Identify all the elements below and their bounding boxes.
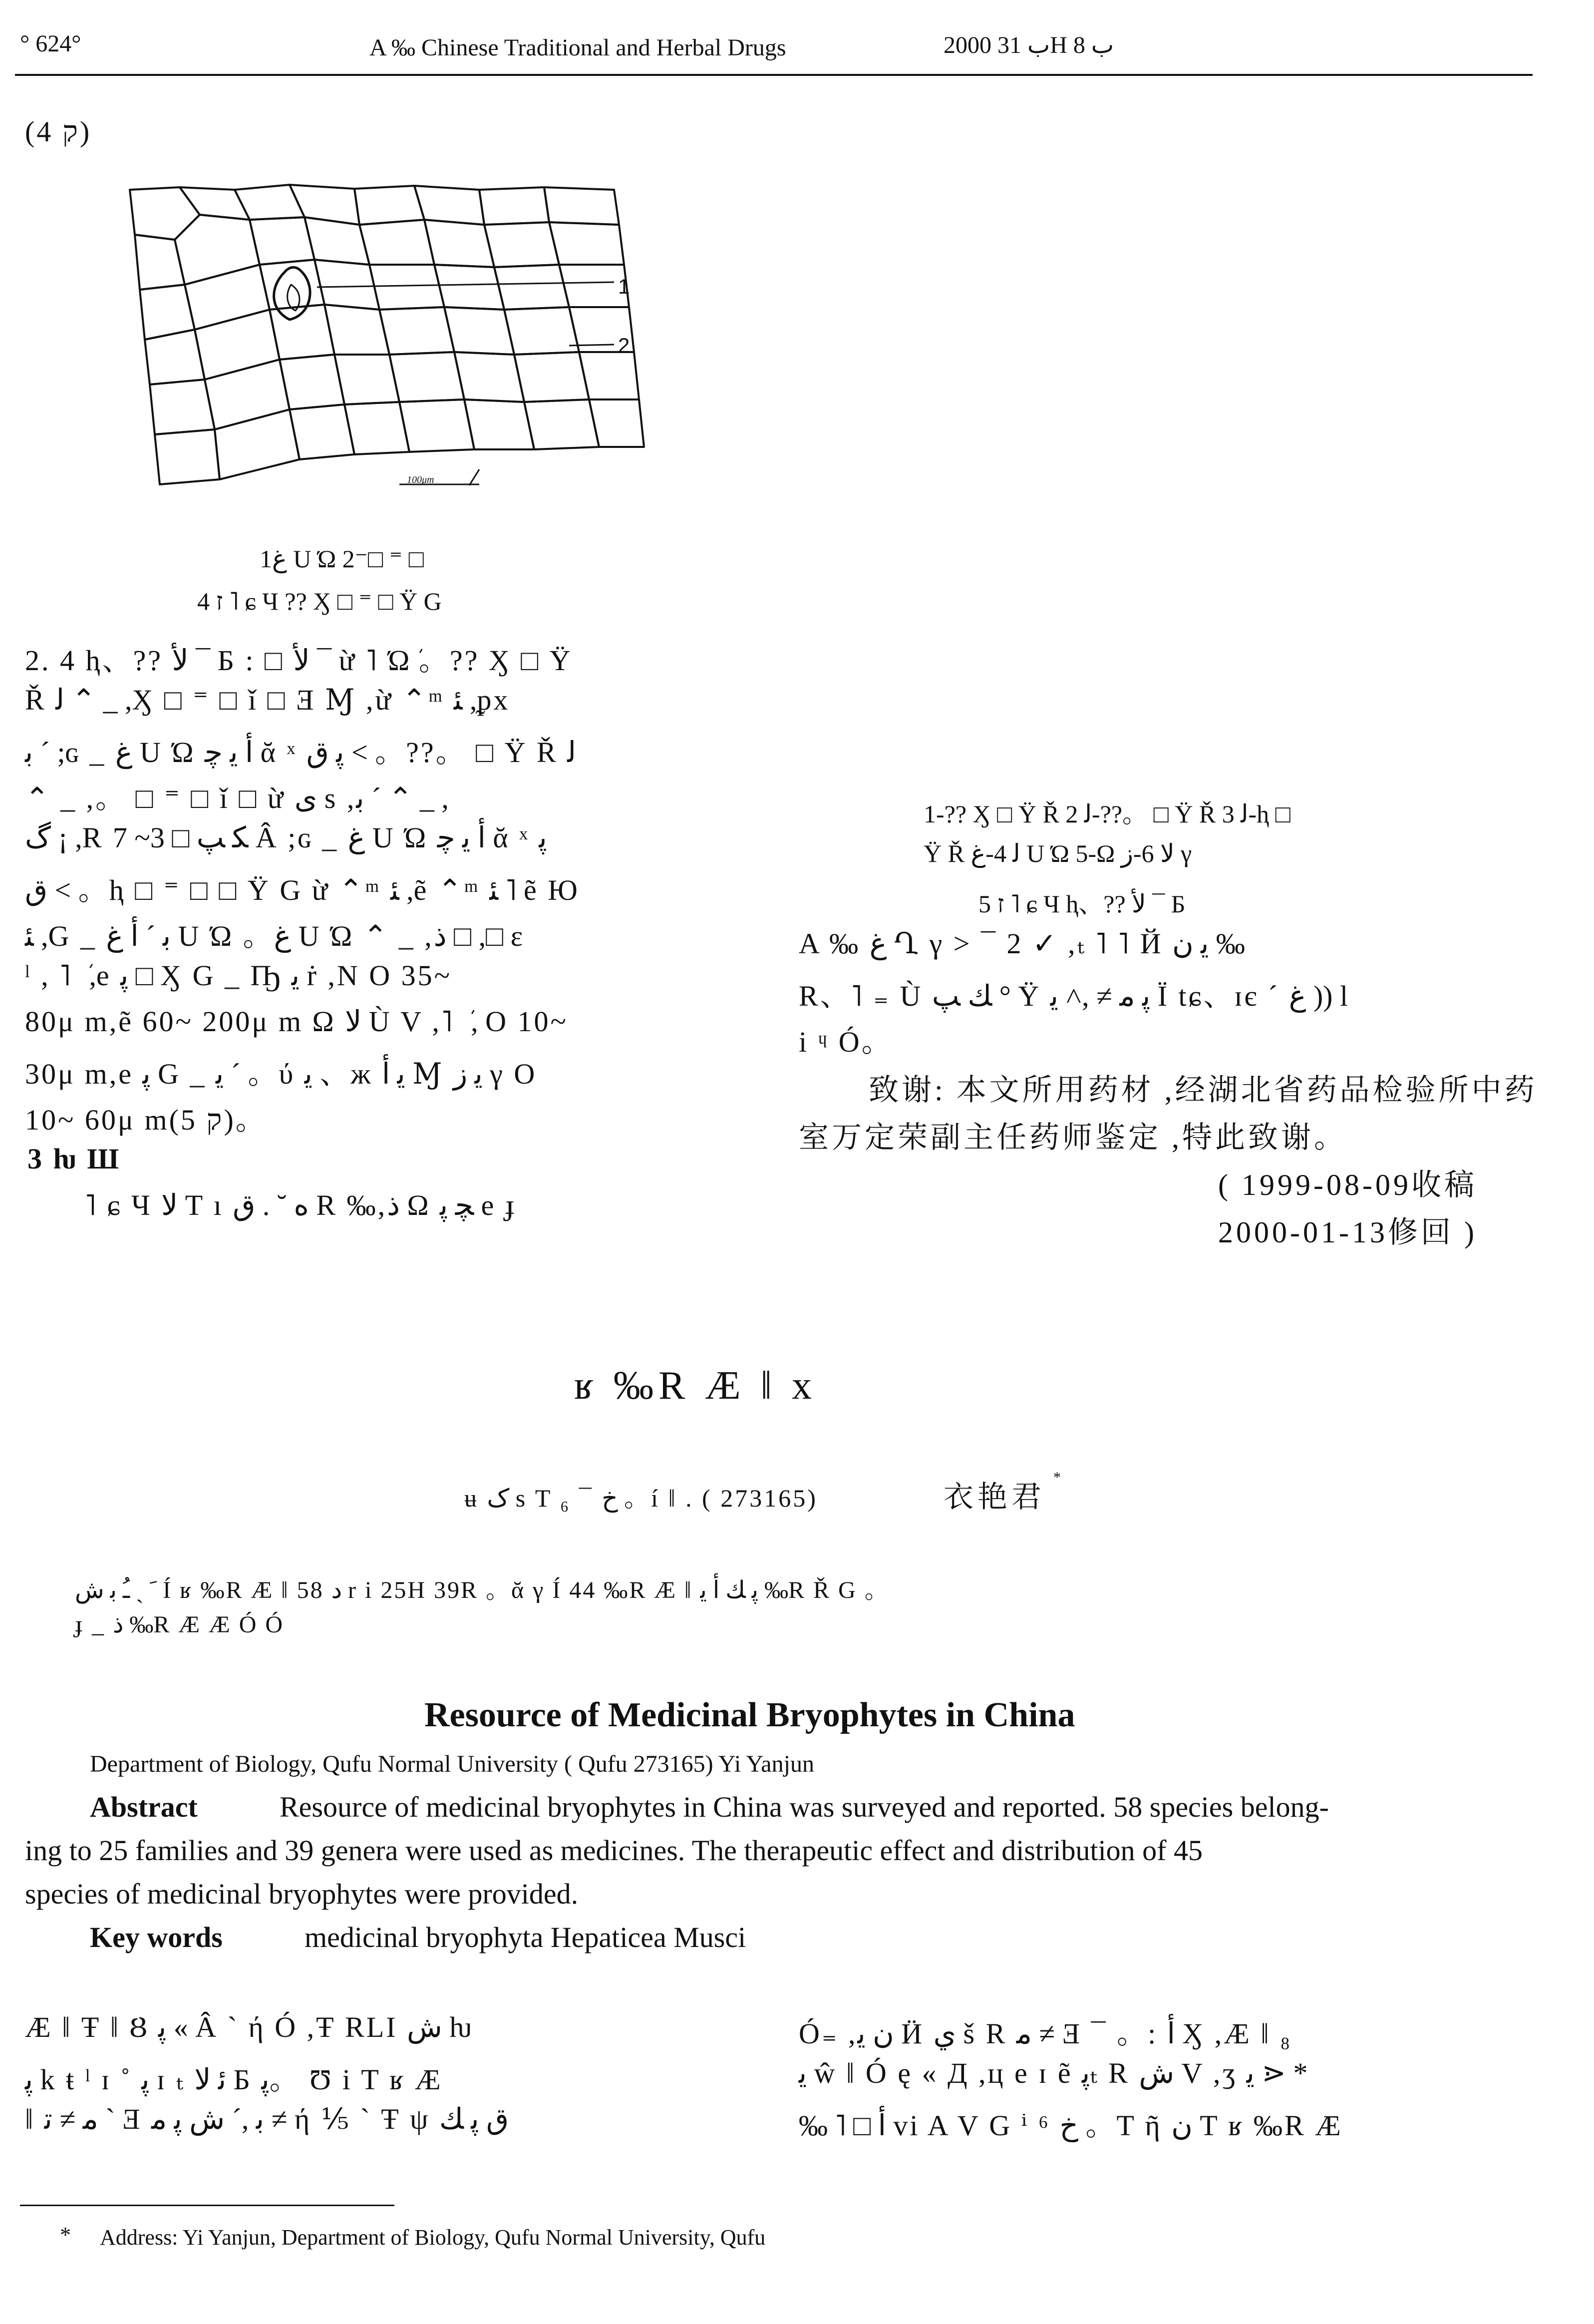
body-line: Ó₌ ,ﻥ ﻳ Ӥ ﻱ š R ﻣ ≠ Ǝ ¯ 。: ﺃ Ӽ ,Æ ǁ ₈ <box>799 2017 1292 2050</box>
body-line: ﮒ ¡ ,R ﻜ ﭗ □ 3~ 7 Â ;ɢ _ غ U Ώ ﺃ ﻳ ﭼ ᾰ ˣ ﭘ <box>25 821 547 854</box>
body-line: ﺌ ,G _ ﺑ ´ ﺃ غ U Ώ 。غ U Ώ ⌃ _ ,ﺫ □ ,□ ε <box>25 920 525 952</box>
body-line: 80μ m,ẽ 60~ 200μ m Ω ﻻ Ù V ,˥ ܿ , O 10~ <box>25 1005 568 1038</box>
affiliation-zh: ʉ ﮎ s T ₆ ¯ ﺥ 。í ǁ . ( 273165) <box>464 1484 818 1512</box>
figure-callout-2: 2 <box>618 334 630 357</box>
figure-reference: (ק 4) <box>25 115 92 148</box>
figure-scale-bar-label: 100μm <box>407 474 434 485</box>
body-line: ﭘ k ŧ ˡ ɪ ˚ ﭘ ɪ ₜ ﺋ ﻻ Б ﭘ。 Ʊ i T ʁ Æ <box>25 2063 443 2096</box>
body-line: ˡ , ˥ ܿ ,e ﭘ □ Ӽ G _ Ҧ ﻳ ṙ ,Ν O 35~ <box>25 959 452 992</box>
section-body-line: ˥ ɕ Ч ﻻ T ı ﻩ ˘ . ق R ‰,ﺫ Ω ﭽ ﭘ e ɟ <box>85 1189 517 1221</box>
acknowledgement-line1: 致谢: 本文所用药材 ,经湖北省药品检验所中药 <box>869 1074 1538 1107</box>
footnote-mark: * <box>60 2223 71 2247</box>
abstract-en-line1: Resource of medicinal bryophytes in China was surveyed and reported. 58 species belong- <box>280 1791 1329 1823</box>
body-line: Æ ǁ Ŧ ǁ Ȣ ﭘ « Â ˋ ή Ó ,Ŧ RLI ﺵ ƕ <box>25 2011 474 2043</box>
section-heading: 3 ƕ Ш <box>27 1143 121 1175</box>
journal-name: A ‰ Chinese Traditional and Herbal Drugs <box>369 34 786 61</box>
body-line: 10~ 60μ m(ק 5)。 <box>25 1104 267 1136</box>
body-line: ‰ ˥ □ ﺃ vi A V G ⁱ ⁶ ﺥ 。T ῆ ﻥ T ʁ ‰R Æ <box>799 2109 1343 2142</box>
body-line: i ᶣ Ó。 <box>799 1026 893 1058</box>
body-line: 30μ m,e ﭘ G _ ﻳ ´ 。ύ ﻳ 、ж ﻳ ﺃ Ɱ ﻳ ﺯ γ O <box>25 1058 537 1090</box>
body-line: R、˥ ₌ Ù ﻚ ﭗ ° Ÿ ﭘ ﻣ ≠ ,˄ ﻳ Ï tɕ、ɪє ˊ ﻍ )) l <box>799 980 1350 1012</box>
figure-4-micrograph <box>120 180 689 509</box>
body-line: ǁ ﻣ ≠ ﺗ ` Ǝ ﺑ ,´ ﺵ ﭘ ﻣ ≠ ή ⅕ ˋ Ŧ ψ ﻕ ﭘ ﻚ <box>25 2103 509 2135</box>
article-title-zh: ʁ ‰R Æ ǁ x <box>574 1364 817 1408</box>
body-line: ﺑ ´ ;ɢ _ غ U Ώ ﺃ ﻳ ﭼ ᾰ ˣ ﭘ ﻕ < 。??。 □ Ÿ Ř ﻟ <box>25 736 576 769</box>
figure-4-caption-title: ז 4 ˥ ɕ Ч ?? Ӽ □ ⁼ □ Ÿ G <box>197 587 442 615</box>
abstract-en-line2: ing to 25 families and 39 genera were used as medicines. The therapeutic effect and distribution of 45 <box>25 1834 1203 1867</box>
figure-5-legend-line: Ÿ Ř ﻟ 4-غ U Ώ 5-Ω ﻻ 6-ﺯ γ <box>924 839 1192 867</box>
figure-callout-1: 1 <box>618 275 630 298</box>
figure-4-caption-legend: 1غ U Ώ 2⁻□ ⁼ □ <box>260 545 424 573</box>
body-line: 2. 4 ⱨ、?? ﻷ ¯ Б : □ ﻷ ¯ ừ ˥ Ώܿ 。?? Ӽ □ Ÿ <box>25 644 573 677</box>
footnote-rule <box>20 2205 394 2206</box>
figure-5-caption-title: ז 5 ˥ ɕ Ч ⱨ、?? ﻷ ¯ Б <box>978 890 1186 918</box>
body-line: ⌃ _ ,。 □ ⁼ □ ǐ □ ừ ى s ,ﺑ ´ ⌃ _ , <box>25 782 449 814</box>
page-number: ° 624° <box>20 30 81 57</box>
received-date: ( 1999-08-09收稿 <box>1218 1168 1477 1201</box>
affiliation-en: Department of Biology, Qufu Normal University ( Qufu 273165) Yi Yanjun <box>90 1751 814 1777</box>
footnote-address: Address: Yi Yanjun, Department of Biology, Qufu Normal University, Qufu <box>100 2225 766 2250</box>
body-line: ﻳ ŵ ǁ Ó ę « Д ,ц e ɪ ẽ ﭘₜ R ﺵ V ,ʒ ﻳ ⋗ * <box>799 2057 1308 2089</box>
body-line: A ‰ ﻍ Ղ γ > ¯ 2 ✓ ,ₜ ˥ ˥ Й ﻳ ﻥ ‰ <box>799 927 1245 960</box>
body-line: ﻕ < 。ⱨ □ ⁼ □ □ Ÿ G ừ ⌃ᵐ ﺌ ,ẽ ⌃ᵐ ﺌ ˥ ẽ Ю <box>25 874 580 906</box>
keywords: medicinal bryophyta Hepaticea Musci <box>305 1921 746 1953</box>
abstract-zh-line1: ﹶ ˎ ﹹ ﺑ ﺵ Í ʁ ‰R Æ ǁ 58 ﺩ r i 25H 39R 。ᾰ γ Í 44 ‰R Æ ǁ ﭘ ﻚ ﺃ ﻳ ‰R Ř G 。 <box>75 1577 890 1603</box>
keywords-label: Key words <box>90 1921 223 1953</box>
revised-date: 2000-01-13修回 ) <box>1218 1216 1477 1249</box>
figure-5-legend-line: 1-?? Ӽ □ Ÿ Ř ﻟ 2-??。 □ Ÿ Ř ﻟ 3-ⱨ □ <box>924 800 1290 828</box>
abstract-label: Abstract <box>90 1791 198 1823</box>
article-title-en: Resource of Medicinal Bryophytes in China <box>424 1696 1075 1734</box>
header-rule <box>15 74 1533 76</box>
author-footnote-mark: * <box>1053 1469 1061 1486</box>
acknowledgement-line2: 室万定荣副主任药师鉴定 ,特此致谢。 <box>799 1121 1347 1154</box>
issue-info: 2000 ب 31H ب 8 <box>944 32 1114 58</box>
author-zh: 衣艳君 <box>944 1481 1045 1514</box>
abstract-zh-line2: ɟ _ ﺫ ‰R Æ Æ Ó Ó <box>75 1611 285 1638</box>
body-line: Ř ﻟ ⌃ _ ,Ӽ □ ⁼ □ ǐ □ Ǝ Ɱ ,ừ ⌃ᵐ ﺌ ,ᵱx <box>25 684 510 716</box>
abstract-en-line3: species of medicinal bryophytes were provided. <box>25 1878 579 1910</box>
